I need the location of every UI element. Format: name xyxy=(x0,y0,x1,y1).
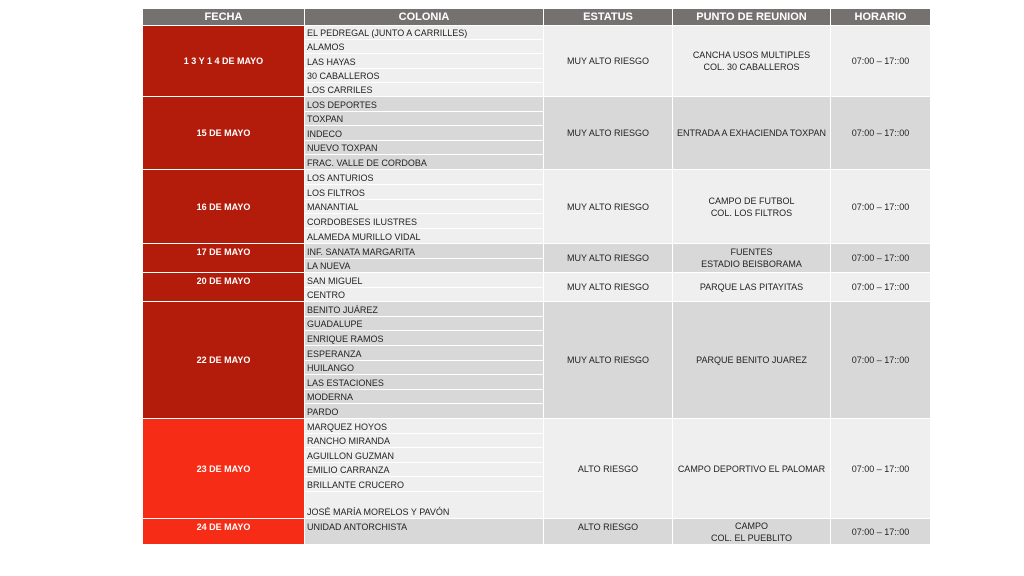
header-fecha: FECHA xyxy=(143,9,305,25)
schedule-cell xyxy=(831,273,930,301)
colonia-list xyxy=(305,273,544,301)
colonia-item: EL PEDREGAL (JUNTO A CARRILLES) xyxy=(305,26,543,40)
date-cell: 16 DE MAYO xyxy=(143,170,305,243)
header-estatus: ESTATUS xyxy=(544,9,673,25)
meeting-point-line: CAMPO DEPORTIVO EL PALOMAR xyxy=(677,463,826,474)
date-cell: 1 3 Y 1 4 DE MAYO xyxy=(143,26,305,96)
colonia-item: TOXPAN xyxy=(305,112,543,127)
colonia-item: LOS ANTURIOS xyxy=(305,170,543,185)
meeting-point-cell xyxy=(673,97,831,169)
colonia-item: AGUILLON GUZMAN xyxy=(305,448,543,463)
meeting-point-line: COL. LOS FILTROS xyxy=(710,207,793,218)
colonia-item: 30 CABALLEROS xyxy=(305,69,543,83)
table-row-group xyxy=(143,418,930,518)
status-text: ALTO RIESGO xyxy=(577,463,639,474)
colonia-item: UNIDAD ANTORCHISTA xyxy=(307,522,408,532)
colonia-list xyxy=(305,97,544,169)
colonia-item: MODERNA xyxy=(305,390,543,405)
meeting-point-line: CAMPO DE FUTBOL xyxy=(708,195,795,206)
meeting-point-line: PARQUE LAS PITAYITAS xyxy=(699,282,804,292)
meeting-point-cell xyxy=(673,302,831,418)
colonia-item: INDECO xyxy=(305,126,543,141)
status-text: MUY ALTO RIESGO xyxy=(566,253,650,263)
colonia-item: ALAMEDA MURILLO VIDAL xyxy=(305,229,543,244)
colonia-item: NUEVO TOXPAN xyxy=(305,141,543,156)
status-text: MUY ALTO RIESGO xyxy=(566,282,650,292)
colonia-item: FRAC. VALLE DE CORDOBA xyxy=(305,155,543,170)
table-row-group xyxy=(143,518,930,544)
schedule-text: 07:00 – 17::00 xyxy=(851,56,910,66)
status-text: MUY ALTO RIESGO xyxy=(566,201,650,212)
schedule-cell xyxy=(831,26,930,96)
meeting-point-cell xyxy=(673,26,831,96)
schedule-text: 07:00 – 17::00 xyxy=(851,253,910,263)
meeting-point-line: CAMPO xyxy=(734,520,768,531)
date-cell: 20 DE MAYO xyxy=(143,273,305,301)
colonia-item: HUILANGO xyxy=(305,361,543,376)
date-cell: 23 DE MAYO xyxy=(143,419,305,518)
colonia-item: EMILIO CARRANZA xyxy=(305,463,543,478)
colonia-item: LOS FILTROS xyxy=(305,185,543,200)
colonia-item: GUADALUPE xyxy=(305,317,543,332)
meeting-point-line: ENTRADA A EXHACIENDA TOXPAN xyxy=(676,128,827,138)
meeting-point-cell xyxy=(673,419,831,518)
header-colonia: COLONIA xyxy=(305,9,544,25)
colonia-item: ENRIQUE RAMOS xyxy=(305,331,543,346)
meeting-point-cell xyxy=(673,244,831,272)
colonia-list xyxy=(305,519,544,544)
colonia-item: RANCHO MIRANDA xyxy=(305,434,543,449)
status-cell xyxy=(544,244,673,272)
schedule-cell xyxy=(831,97,930,169)
date-cell: 22 DE MAYO xyxy=(143,302,305,418)
schedule-cell xyxy=(831,302,930,418)
colonia-list xyxy=(305,302,544,418)
colonia-list xyxy=(305,244,544,272)
colonia-item: CENTRO xyxy=(305,288,543,303)
colonia-item: LOS CARRILES xyxy=(305,83,543,97)
status-text: ALTO RIESGO xyxy=(577,522,639,532)
header-punto-de-reunion: PUNTO DE REUNION xyxy=(673,9,831,25)
colonia-item: ALAMOS xyxy=(305,40,543,54)
meeting-point-line: CANCHA USOS MULTIPLES xyxy=(692,50,811,60)
meeting-point-line: FUENTES xyxy=(730,247,773,257)
colonia-list xyxy=(305,170,544,243)
colonia-item: BRILLANTE CRUCERO xyxy=(305,477,543,492)
header-horario: HORARIO xyxy=(831,9,930,25)
date-cell: 24 DE MAYO xyxy=(143,519,305,544)
meeting-point-cell xyxy=(673,273,831,301)
schedule-text: 07:00 – 17::00 xyxy=(851,526,910,537)
status-text: MUY ALTO RIESGO xyxy=(566,355,650,365)
schedule-cell xyxy=(831,419,930,518)
schedule-text: 07:00 – 17::00 xyxy=(851,128,910,138)
colonia-item: BENITO JUÁREZ xyxy=(305,302,543,317)
date-cell: 15 DE MAYO xyxy=(143,97,305,169)
table-row-group xyxy=(143,25,930,96)
colonia-item: LA NUEVA xyxy=(305,259,543,274)
schedule-text: 07:00 – 17::00 xyxy=(851,355,910,365)
colonia-item: LAS HAYAS xyxy=(305,54,543,68)
status-cell xyxy=(544,273,673,301)
meeting-point-cell xyxy=(673,170,831,243)
table-row-group xyxy=(143,243,930,272)
meeting-point-line: COL. 30 CABALLEROS xyxy=(703,62,800,72)
status-cell xyxy=(544,419,673,518)
colonia-item: ESPERANZA xyxy=(305,346,543,361)
colonia-item: LOS DEPORTES xyxy=(305,97,543,112)
colonia-item: LAS ESTACIONES xyxy=(305,375,543,390)
colonia-list xyxy=(305,419,544,518)
colonia-list xyxy=(305,26,544,96)
schedule-text: 07:00 – 17::00 xyxy=(851,463,910,474)
schedule-text: 07:00 – 17::00 xyxy=(851,282,910,292)
colonia-item: JOSÉ MARÍA MORELOS Y PAVÓN xyxy=(305,492,543,519)
colonia-item: SAN MIGUEL xyxy=(305,273,543,288)
status-cell xyxy=(544,302,673,418)
status-text: MUY ALTO RIESGO xyxy=(566,128,650,138)
meeting-point-line: PARQUE BENITO JUAREZ xyxy=(696,355,807,365)
status-cell xyxy=(544,97,673,169)
schedule-cell xyxy=(831,170,930,243)
status-cell xyxy=(544,170,673,243)
schedule-cell xyxy=(831,519,930,544)
schedule-text: 07:00 – 17::00 xyxy=(851,201,910,212)
schedule-cell xyxy=(831,244,930,272)
colonia-item: MARQUEZ HOYOS xyxy=(305,419,543,434)
colonia-item: CORDOBESES ILUSTRES xyxy=(305,214,543,229)
colonia-item: PARDO xyxy=(305,404,543,419)
status-text: MUY ALTO RIESGO xyxy=(566,56,650,66)
meeting-point-line: COL. EL PUEBLITO xyxy=(710,532,793,543)
status-cell xyxy=(544,519,673,544)
table-row-group xyxy=(143,96,930,169)
date-cell: 17 DE MAYO xyxy=(143,244,305,272)
meeting-point-cell xyxy=(673,519,831,544)
colonia-item: INF. SANATA MARGARITA xyxy=(305,244,543,259)
meeting-point-line: ESTADIO BEISBORAMA xyxy=(701,259,802,269)
colonia-item: MANANTIAL xyxy=(305,200,543,215)
table-row-group xyxy=(143,301,930,418)
table-row-group xyxy=(143,272,930,301)
table-row-group xyxy=(143,169,930,243)
status-cell xyxy=(544,26,673,96)
